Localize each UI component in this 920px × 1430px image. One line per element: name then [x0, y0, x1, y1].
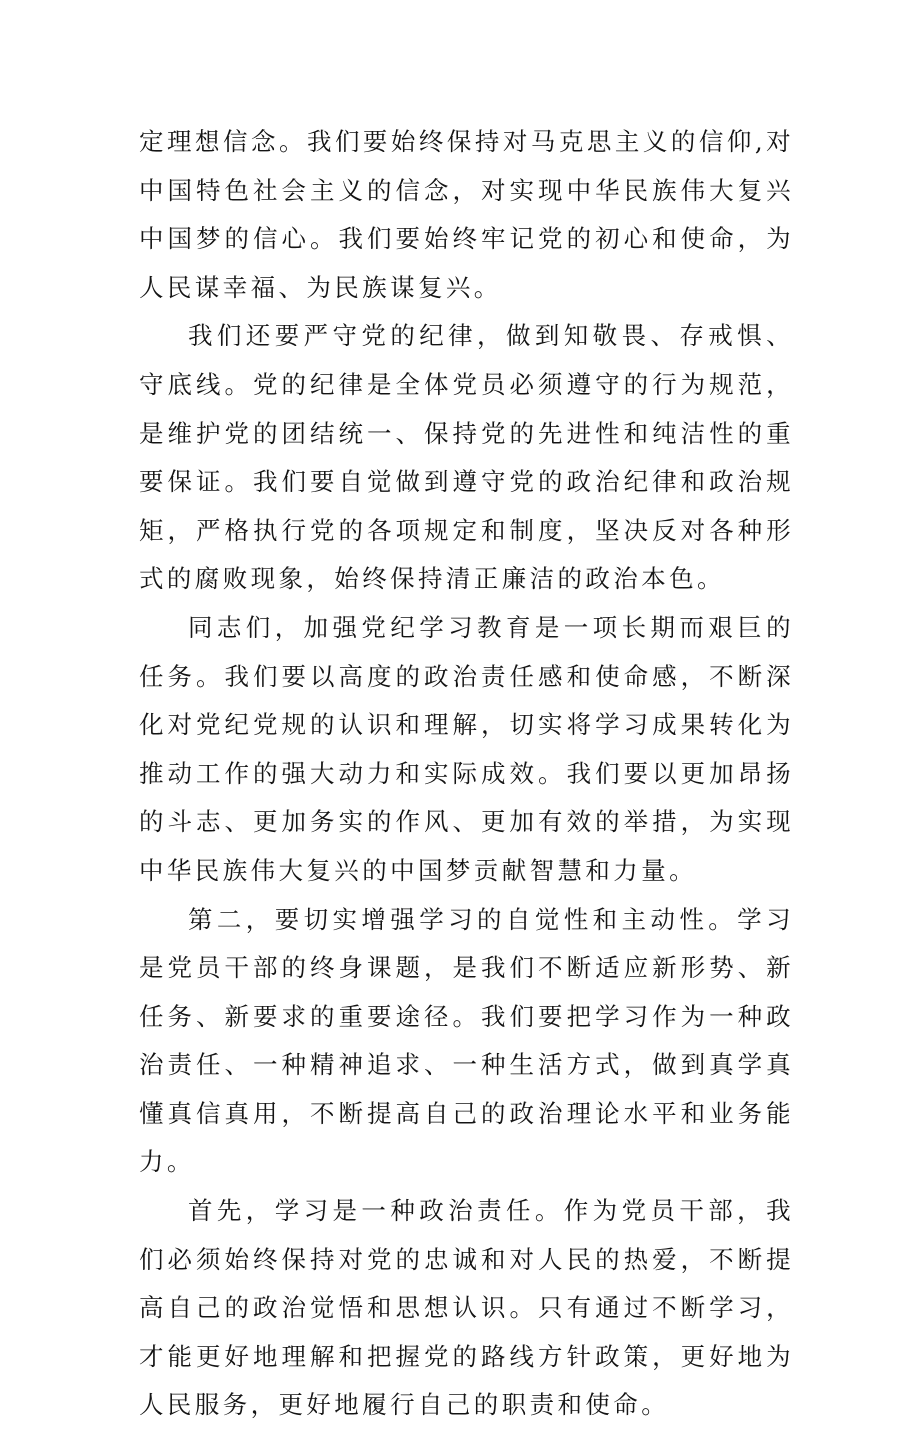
paragraph-first-political-responsibility: 首先，学习是一种政治责任。作为党员干部，我们必须始终保持对党的忠诚和对人民的热爱，不断提高自己的政治觉悟和思想认识。只有通过不断学习，才能更好地理解和把握党的路线方针政策，更好地为人民服务，更好地履行自己的职责和使命。 — [139, 1196, 794, 1420]
paragraph-party-discipline: 我们还要严守党的纪律，做到知敬畏、存戒惧、守底线。党的纪律是全体党员必须遵守的行为规范，是维护党的团结统一、保持党的先进性和纯洁性的重要保证。我们要自觉做到遵守党的政治纪律和政治规矩，严格执行党的各项规定和制度，坚决反对各种形式的腐败现象，始终保持清正廉洁的政治本色。 — [139, 321, 794, 594]
paragraph-ideals-continuation: 定理想信念。我们要始终保持对马克思主义的信仰,对中国特色社会主义的信念，对实现中华民族伟大复兴中国梦的信心。我们要始终牢记党的初心和使命，为人民谋幸福、为民族谋复兴。 — [139, 127, 794, 302]
document-body — [139, 118, 794, 1430]
paragraph-comrades-education: 同志们，加强党纪学习教育是一项长期而艰巨的任务。我们要以高度的政治责任感和使命感，不断深化对党纪党规的认识和理解，切实将学习成果转化为推动工作的强大动力和实际成效。我们要以更加昂扬的斗志、更加务实的作风、更加有效的举措，为实现中华民族伟大复兴的中国梦贡献智慧和力量。 — [139, 612, 794, 885]
paragraph-second-point-learning: 第二，要切实增强学习的自觉性和主动性。学习是党员干部的终身课题，是我们不断适应新形势、新任务、新要求的重要途径。我们要把学习作为一种政治责任、一种精神追求、一种生活方式，做到真学真懂真信真用，不断提高自己的政治理论水平和业务能力。 — [139, 904, 794, 1177]
